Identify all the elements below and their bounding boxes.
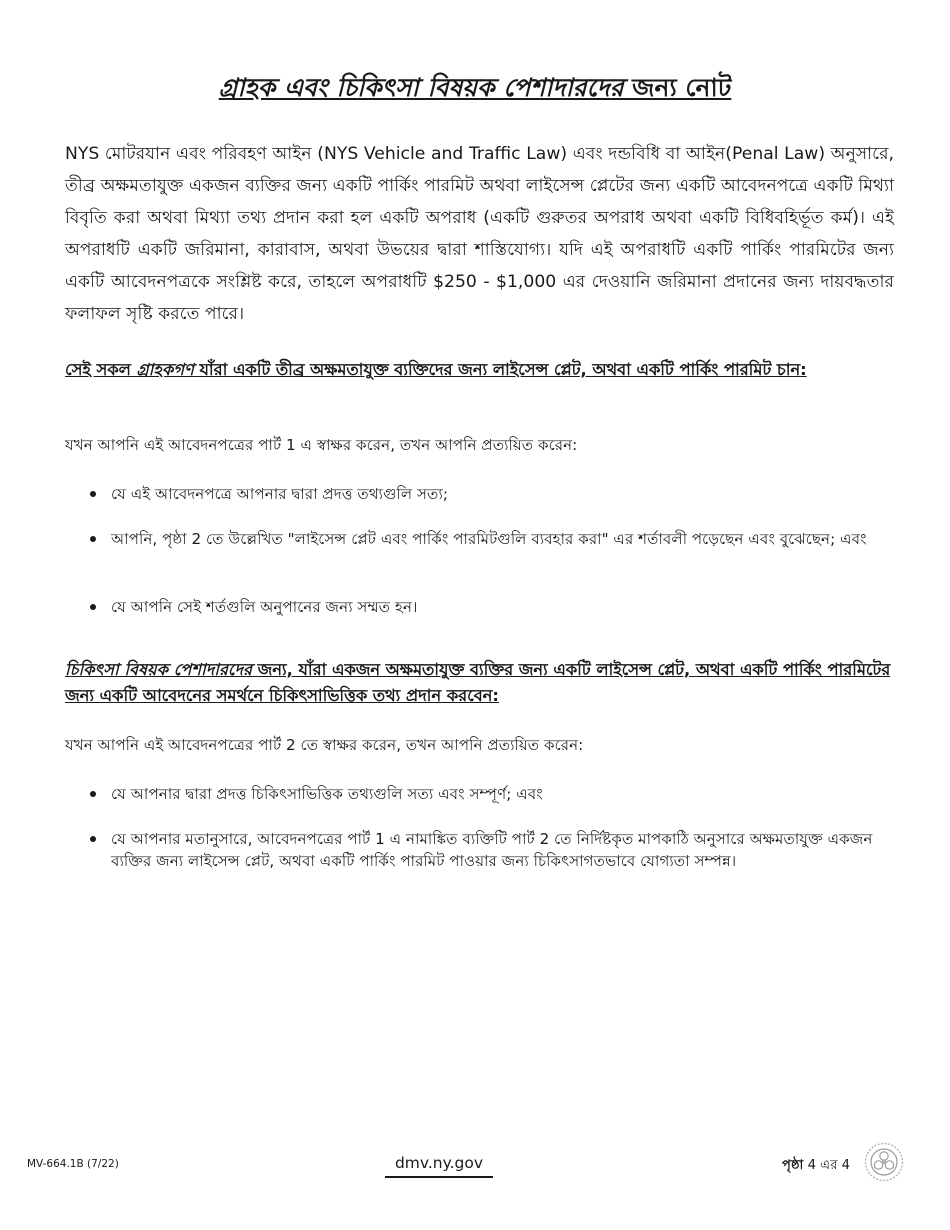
- page-prefix: পৃষ্ঠা: [782, 1158, 804, 1173]
- customers-heading-post: যাঁরা একটি তীব্র অক্ষমতাযুক্ত ব্যক্তিদের জন্য লাইসেন্স প্লেট, অথবা একটি পার্কিং পারমিট চান:: [193, 360, 807, 379]
- medical-lead: যখন আপনি এই আবেদনপত্রের পার্ট 2 তে স্বাক্ষর করেন, তখন আপনি প্রত্যয়িত করেন:: [65, 736, 584, 754]
- state-seal-icon: [864, 1142, 904, 1182]
- medical-bullet-list-1: [65, 783, 894, 805]
- page-title-rest: জন্য নোট: [623, 73, 732, 102]
- page-indicator: [782, 1155, 850, 1177]
- customers-bullet-list-3: [65, 596, 894, 618]
- customers-bullet: আপনি, পৃষ্ঠা 2 তে উল্লেখিত "লাইসেন্স প্লেট এবং পার্কিং পারমিটগুলি ব্যবহার করা" এর শর্তাবলী পড়েছেন এবং বুঝেছেন; এবং: [65, 528, 894, 550]
- medical-heading: [65, 657, 894, 709]
- customers-heading-italic: গ্রাহকগণ: [136, 360, 194, 379]
- page-of: এর: [820, 1158, 838, 1173]
- medical-heading-italic: চিকিৎসা বিষয়ক পেশাদারদের: [65, 660, 252, 679]
- website-link[interactable]: dmv.ny.gov: [385, 1154, 493, 1178]
- medical-bullet-list-2: [65, 828, 894, 872]
- form-id: MV-664.1B (7/22): [27, 1158, 119, 1170]
- page-title-italic: গ্রাহক এবং চিকিৎসা বিষয়ক পেশাদারদের: [218, 73, 624, 102]
- customers-bullet-list-2: [65, 528, 894, 550]
- page-number: 4: [807, 1158, 816, 1173]
- intro-paragraph: NYS মোটরযান এবং পরিবহণ আইন (NYS Vehicle and Traffic Law) এবং দন্ডবিধি বা আইন(Penal Law) অনুসারে, তীব্র অক্ষমতাযুক্ত একজন ব্যক্তির জন্য একটি পার্কিং পারমিট অথবা লাইসেন্স প্লেটের জন্য একটি আবেদনপত্রে একটি মিথ্যা বিবৃতি করা অথবা মিথ্যা তথ্য প্রদান করা হল একটি অপরাধ (একটি গুরুতর অপরাধ অথবা একটি বিধিবহির্ভূত কর্ম)। এই অপরাধটি একটি জরিমানা, কারাবাস, অথবা উভয়ের দ্বারা শাস্তিযোগ্য। যদি এই অপরাধটি একটি পার্কিং পারমিটের জন্য একটি আবেদনপত্রকে সংশ্লিষ্ট করে, তাহলে অপরাধটি $250 - $1,000 এর দেওয়ানি জরিমানা প্রদানের জন্য দায়বদ্ধতার ফলাফল সৃষ্টি করতে পারে।: [65, 144, 894, 324]
- page-total: 4: [841, 1158, 851, 1173]
- customers-lead: যখন আপনি এই আবেদনপত্রের পার্ট 1 এ স্বাক্ষর করেন, তখন আপনি প্রত্যয়িত করেন:: [65, 436, 578, 454]
- page-title: [0, 68, 950, 108]
- medical-bullet: যে আপনার দ্বারা প্রদত্ত চিকিৎসাভিত্তিক তথ্যগুলি সত্য এবং সম্পূর্ণ; এবং: [65, 783, 894, 805]
- medical-heading-post: জন্য, যাঁরা একজন অক্ষমতাযুক্ত ব্যক্তির জন্য একটি লাইসেন্স প্লেট, অথবা একটি পার্কিং পারমিটের জন্য একটি আবেদনের সমর্থনে চিকিৎসাভিত্তিক তথ্য প্রদান করবেন:: [65, 660, 891, 705]
- medical-bullet: যে আপনার মতানুসারে, আবেদনপত্রের পার্ট 1 এ নামাঙ্কিত ব্যক্তিটি পার্ট 2 তে নির্দিষ্টকৃত মাপকাঠি অনুসারে অক্ষমতাযুক্ত একজন ব্যক্তির জন্য লাইসেন্স প্লেট, অথবা একটি পার্কিং পারমিট পাওয়ার জন্য চিকিৎসাগতভাবে যোগ্যতা সম্পন্ন।: [65, 828, 894, 872]
- customers-bullet: যে এই আবেদনপত্রে আপনার দ্বারা প্রদত্ত তথ্যগুলি সত্য;: [65, 483, 894, 505]
- customers-heading-pre: সেই সকল: [65, 360, 137, 379]
- customers-bullet-list-1: [65, 483, 894, 505]
- customers-bullet: যে আপনি সেই শর্তগুলি অনুপানের জন্য সম্মত হন।: [65, 596, 894, 618]
- customers-heading: [65, 357, 894, 383]
